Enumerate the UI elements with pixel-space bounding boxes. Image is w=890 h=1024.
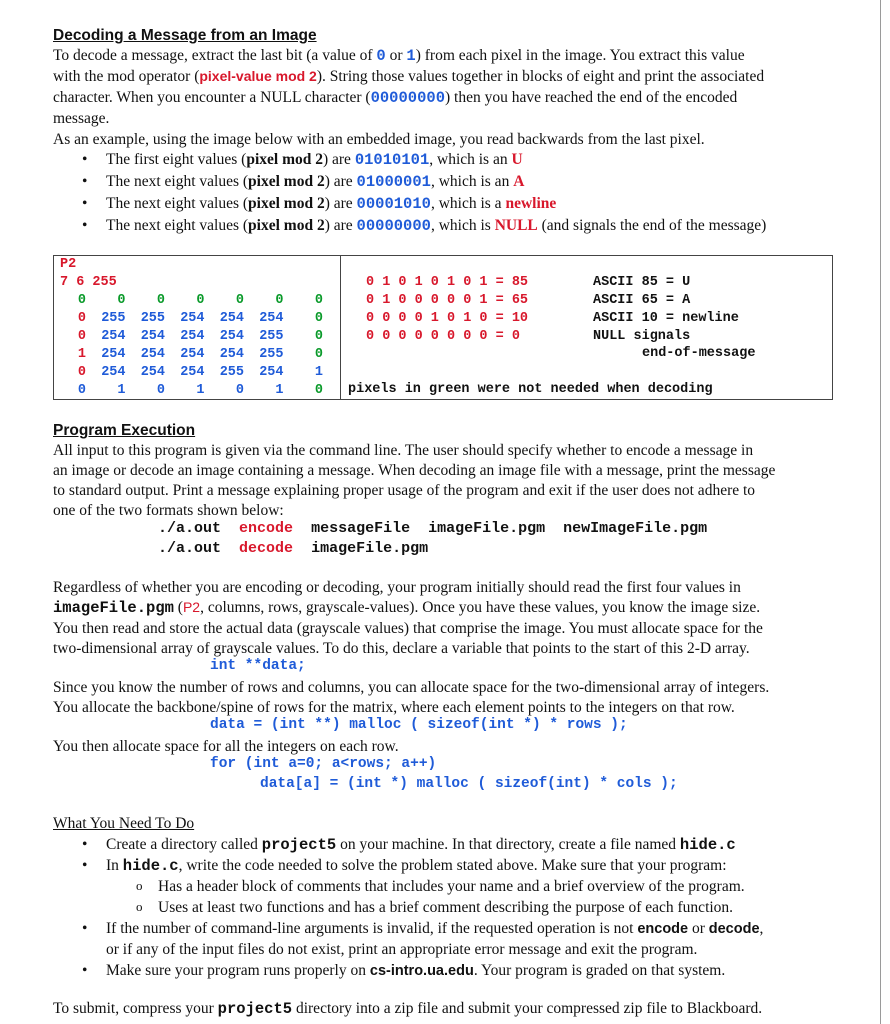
bits-row-2: 0 1 0 0 0 0 0 1 = 65: [366, 293, 529, 308]
pixel-cell: 0: [275, 293, 284, 308]
pixel-cell: 0: [117, 293, 126, 308]
what-you-need-title: What You Need To Do: [53, 815, 195, 832]
pixel-cell: 254: [180, 329, 205, 344]
decode-step-1: The first eight values (pixel mod 2) are 01010101, which is an U: [106, 151, 523, 169]
task-validate-arguments-cont: or if any of the input files do not exist, print an appropriate error message and exit the program.: [106, 941, 698, 958]
pixel-cell: 0: [156, 293, 165, 308]
bullet-dot: •: [82, 195, 88, 212]
task-run-on-server: Make sure your program runs properly on cs-intro.ua.edu. Your program is graded on that system.: [106, 962, 726, 979]
sub-bullet: o: [136, 878, 143, 893]
pgm-header: P2: [60, 257, 77, 272]
pixel-cell: 0: [314, 329, 323, 344]
pixel-cell: 254: [180, 347, 205, 362]
since-line-1: Since you know the number of rows and columns, you can allocate space for the two-dimensional array of integers.: [53, 679, 770, 696]
submit-instructions: To submit, compress your project5 directory into a zip file and submit your compressed zip file to Blackboard.: [53, 1000, 763, 1018]
pixel-cell: 0: [77, 383, 86, 398]
task-write-code: In hide.c, write the code needed to solve the problem stated above. Make sure that your program:: [106, 857, 727, 875]
ascii-row-2: ASCII 65 = A: [593, 293, 691, 308]
execution-line-4: one of the two formats shown below:: [53, 502, 284, 519]
task-two-functions: Uses at least two functions and has a brief comment describing the purpose of each function.: [158, 899, 734, 916]
decoding-paragraph-line-2: with the mod operator (pixel-value mod 2). String those values together in blocks of eight and print the associated: [53, 68, 765, 85]
pixel-cell: 0: [314, 311, 323, 326]
pixel-cell: 0: [235, 383, 244, 398]
pgm-dimensions: 7 6 255: [60, 275, 117, 290]
code-malloc-rows: data = (int **) malloc ( sizeof(int *) * rows );: [210, 717, 628, 733]
execution-line-2: an image or decode an image containing a message. When decoding an image file with a message, print the message: [53, 462, 776, 479]
example-box-divider: [340, 255, 341, 399]
pixel-cell: 1: [196, 383, 205, 398]
allocate-line: You then allocate space for all the integers on each row.: [53, 738, 399, 755]
pixel-cell: 0: [314, 293, 323, 308]
decoding-section-title: Decoding a Message from an Image: [53, 27, 317, 44]
task-create-directory: Create a directory called project5 on your machine. In that directory, create a file named hide.c: [106, 836, 736, 854]
bits-row-4: 0 0 0 0 0 0 0 0 = 0: [366, 329, 520, 344]
pixel-cell: 0: [77, 293, 86, 308]
pixel-cell: 0: [77, 329, 86, 344]
pixel-cell: 254: [259, 365, 284, 380]
bullet-dot: •: [82, 920, 88, 937]
execution-line-3: to standard output. Print a message explaining proper usage of the program and exit if the user does not adhere to: [53, 482, 756, 499]
pixel-cell: 254: [140, 365, 165, 380]
regardless-line-4: two-dimensional array of grayscale values. To do this, declare a variable that points to the start of this 2-D array.: [53, 640, 750, 657]
code-declare-data: int **data;: [210, 658, 306, 674]
pixel-cell: 255: [259, 329, 284, 344]
pixel-cell: 254: [180, 365, 205, 380]
decoding-paragraph-line-3: character. When you encounter a NULL character (00000000) then you have reached the end of the encoded: [53, 89, 738, 107]
decode-step-3: The next eight values (pixel mod 2) are 00001010, which is a newline: [106, 195, 557, 213]
green-pixels-note: pixels in green were not needed when decoding: [348, 382, 713, 397]
execution-line-1: All input to this program is given via the command line. The user should specify whether to encode a message in: [53, 442, 754, 459]
pixel-cell: 1: [117, 383, 126, 398]
ascii-row-1: ASCII 85 = U: [593, 275, 691, 290]
bullet-dot: •: [82, 962, 88, 979]
decoding-paragraph-line-1: To decode a message, extract the last bit (a value of 0 or 1) from each pixel in the image. You extract this value: [53, 47, 745, 65]
pixel-cell: 254: [101, 347, 126, 362]
pixel-cell: 0: [196, 293, 205, 308]
pixel-cell: 254: [101, 365, 126, 380]
pixel-cell: 1: [275, 383, 284, 398]
bullet-dot: •: [82, 857, 88, 874]
pixel-cell: 0: [314, 347, 323, 362]
ascii-row-5: end-of-message: [642, 346, 756, 361]
pixel-cell: 255: [140, 311, 165, 326]
pixel-cell: 254: [101, 329, 126, 344]
decode-command: ./a.out decode imageFile.pgm: [158, 540, 429, 557]
regardless-line-3: You then read and store the actual data (grayscale values) that comprise the image. You must allocate space for the: [53, 620, 763, 637]
decoding-paragraph-line-5: As an example, using the image below with an embedded image, you read backwards from the last pixel.: [53, 131, 705, 148]
pixel-cell: 254: [140, 329, 165, 344]
task-validate-arguments: If the number of command-line arguments is invalid, if the requested operation is not encode or decode,: [106, 920, 764, 937]
pixel-cell: 255: [259, 347, 284, 362]
pixel-cell: 255: [101, 311, 126, 326]
pixel-cell: 254: [219, 311, 244, 326]
encode-command: ./a.out encode messageFile imageFile.pgm newImageFile.pgm: [158, 520, 708, 537]
bullet-dot: •: [82, 151, 88, 168]
pixel-cell: 0: [156, 383, 165, 398]
task-header-comments: Has a header block of comments that includes your name and a brief overview of the program.: [158, 878, 745, 895]
pixel-cell: 255: [219, 365, 244, 380]
decode-step-4: The next eight values (pixel mod 2) are 00000000, which is NULL (and signals the end of the message): [106, 217, 767, 235]
bits-row-3: 0 0 0 0 1 0 1 0 = 10: [366, 311, 529, 326]
ascii-row-3: ASCII 10 = newline: [593, 311, 739, 326]
regardless-line-1: Regardless of whether you are encoding or decoding, your program initially should read the first four values in: [53, 579, 741, 596]
pixel-cell: 254: [219, 347, 244, 362]
pixel-cell: 254: [219, 329, 244, 344]
pixel-cell: 1: [314, 365, 323, 380]
bullet-dot: •: [82, 217, 88, 234]
decoding-paragraph-line-4: message.: [53, 110, 110, 127]
pixel-cell: 0: [314, 383, 323, 398]
pixel-cell: 254: [180, 311, 205, 326]
since-line-2: You allocate the backbone/spine of rows for the matrix, where each element points to the integers on that row.: [53, 699, 735, 716]
pixel-cell: 254: [259, 311, 284, 326]
code-malloc-cols: data[a] = (int *) malloc ( sizeof(int) * cols );: [260, 776, 678, 792]
pixel-cell: 254: [140, 347, 165, 362]
program-execution-title: Program Execution: [53, 422, 196, 439]
bullet-dot: •: [82, 836, 88, 853]
code-for-loop: for (int a=0; a<rows; a++): [210, 756, 437, 772]
pixel-cell: 0: [77, 365, 86, 380]
bullet-dot: •: [82, 173, 88, 190]
bits-row-1: 0 1 0 1 0 1 0 1 = 85: [366, 275, 529, 290]
pixel-cell: 1: [77, 347, 86, 362]
pixel-cell: 0: [77, 311, 86, 326]
pixel-cell: 0: [235, 293, 244, 308]
decode-step-2: The next eight values (pixel mod 2) are 01000001, which is an A: [106, 173, 525, 191]
regardless-line-2: imageFile.pgm (P2, columns, rows, grayscale-values). Once you have these values, you know the image size.: [53, 599, 761, 617]
ascii-row-4: NULL signals: [593, 329, 691, 344]
sub-bullet: o: [136, 899, 143, 914]
